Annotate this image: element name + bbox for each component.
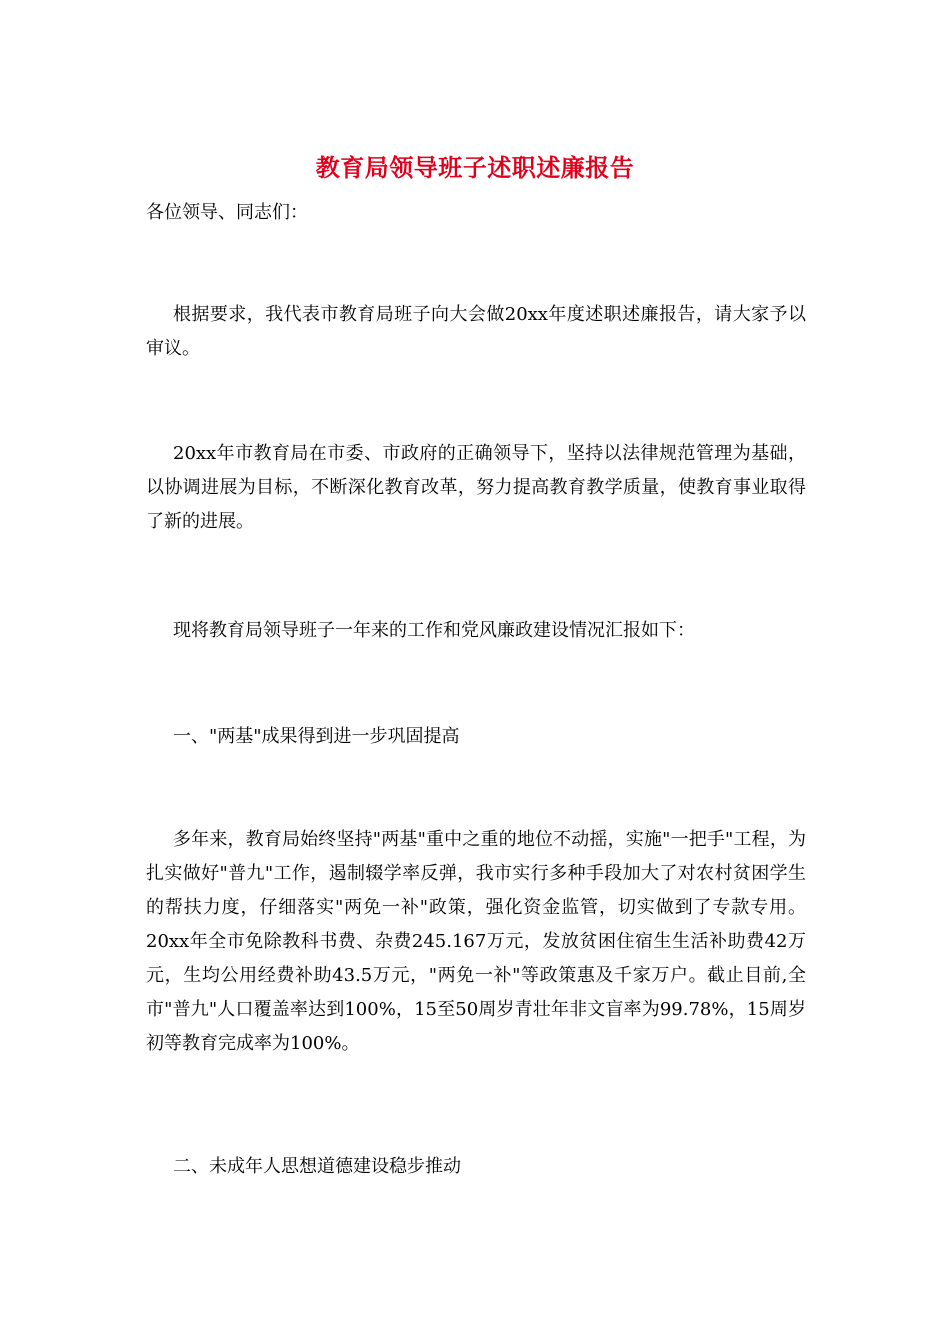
section-heading-1: 一、"两基"成果得到进一步巩固提高 bbox=[173, 726, 460, 747]
salutation: 各位领导、同志们： bbox=[146, 202, 308, 223]
document-title: 教育局领导班子述职述廉报告 bbox=[315, 153, 635, 182]
paragraph-intro: 根据要求，我代表市教育局班子向大会做20xx年度述职述廉报告，请大家予以审议。 bbox=[146, 304, 806, 359]
section-heading-2: 二、未成年人思想道德建设稳步推动 bbox=[173, 1156, 461, 1177]
paragraph-section-1: 多年来，教育局始终坚持"两基"重中之重的地位不动摇，实施"一把手"工程，为扎实做好"普九"工作，遏制辍学率反弹，我市实行多种手段加大了对农村贫困学生的帮扶力度，仔细落实"两免一补"政策，强化资金监管，切实做到了专款专用。20xx年全市免除教科书费、杂费245.167万元，发放贫困住宿生生活补助费42万元，生均公用经费补助43.5万元，"两免一补"等政策惠及千家万户。截止目前,全市"普九"人口覆盖率达到100%，15至50周岁青壮年非文盲率为99.78%，15周岁初等教育完成率为100%。 bbox=[146, 829, 806, 1054]
paragraph-overview: 20xx年市教育局在市委、市政府的正确领导下，坚持以法律规范管理为基础，以协调进展为目标，不断深化教育改革，努力提高教育教学质量，使教育事业取得了新的进展。 bbox=[146, 443, 806, 532]
paragraph-transition: 现将教育局领导班子一年来的工作和党风廉政建设情况汇报如下： bbox=[173, 620, 695, 641]
